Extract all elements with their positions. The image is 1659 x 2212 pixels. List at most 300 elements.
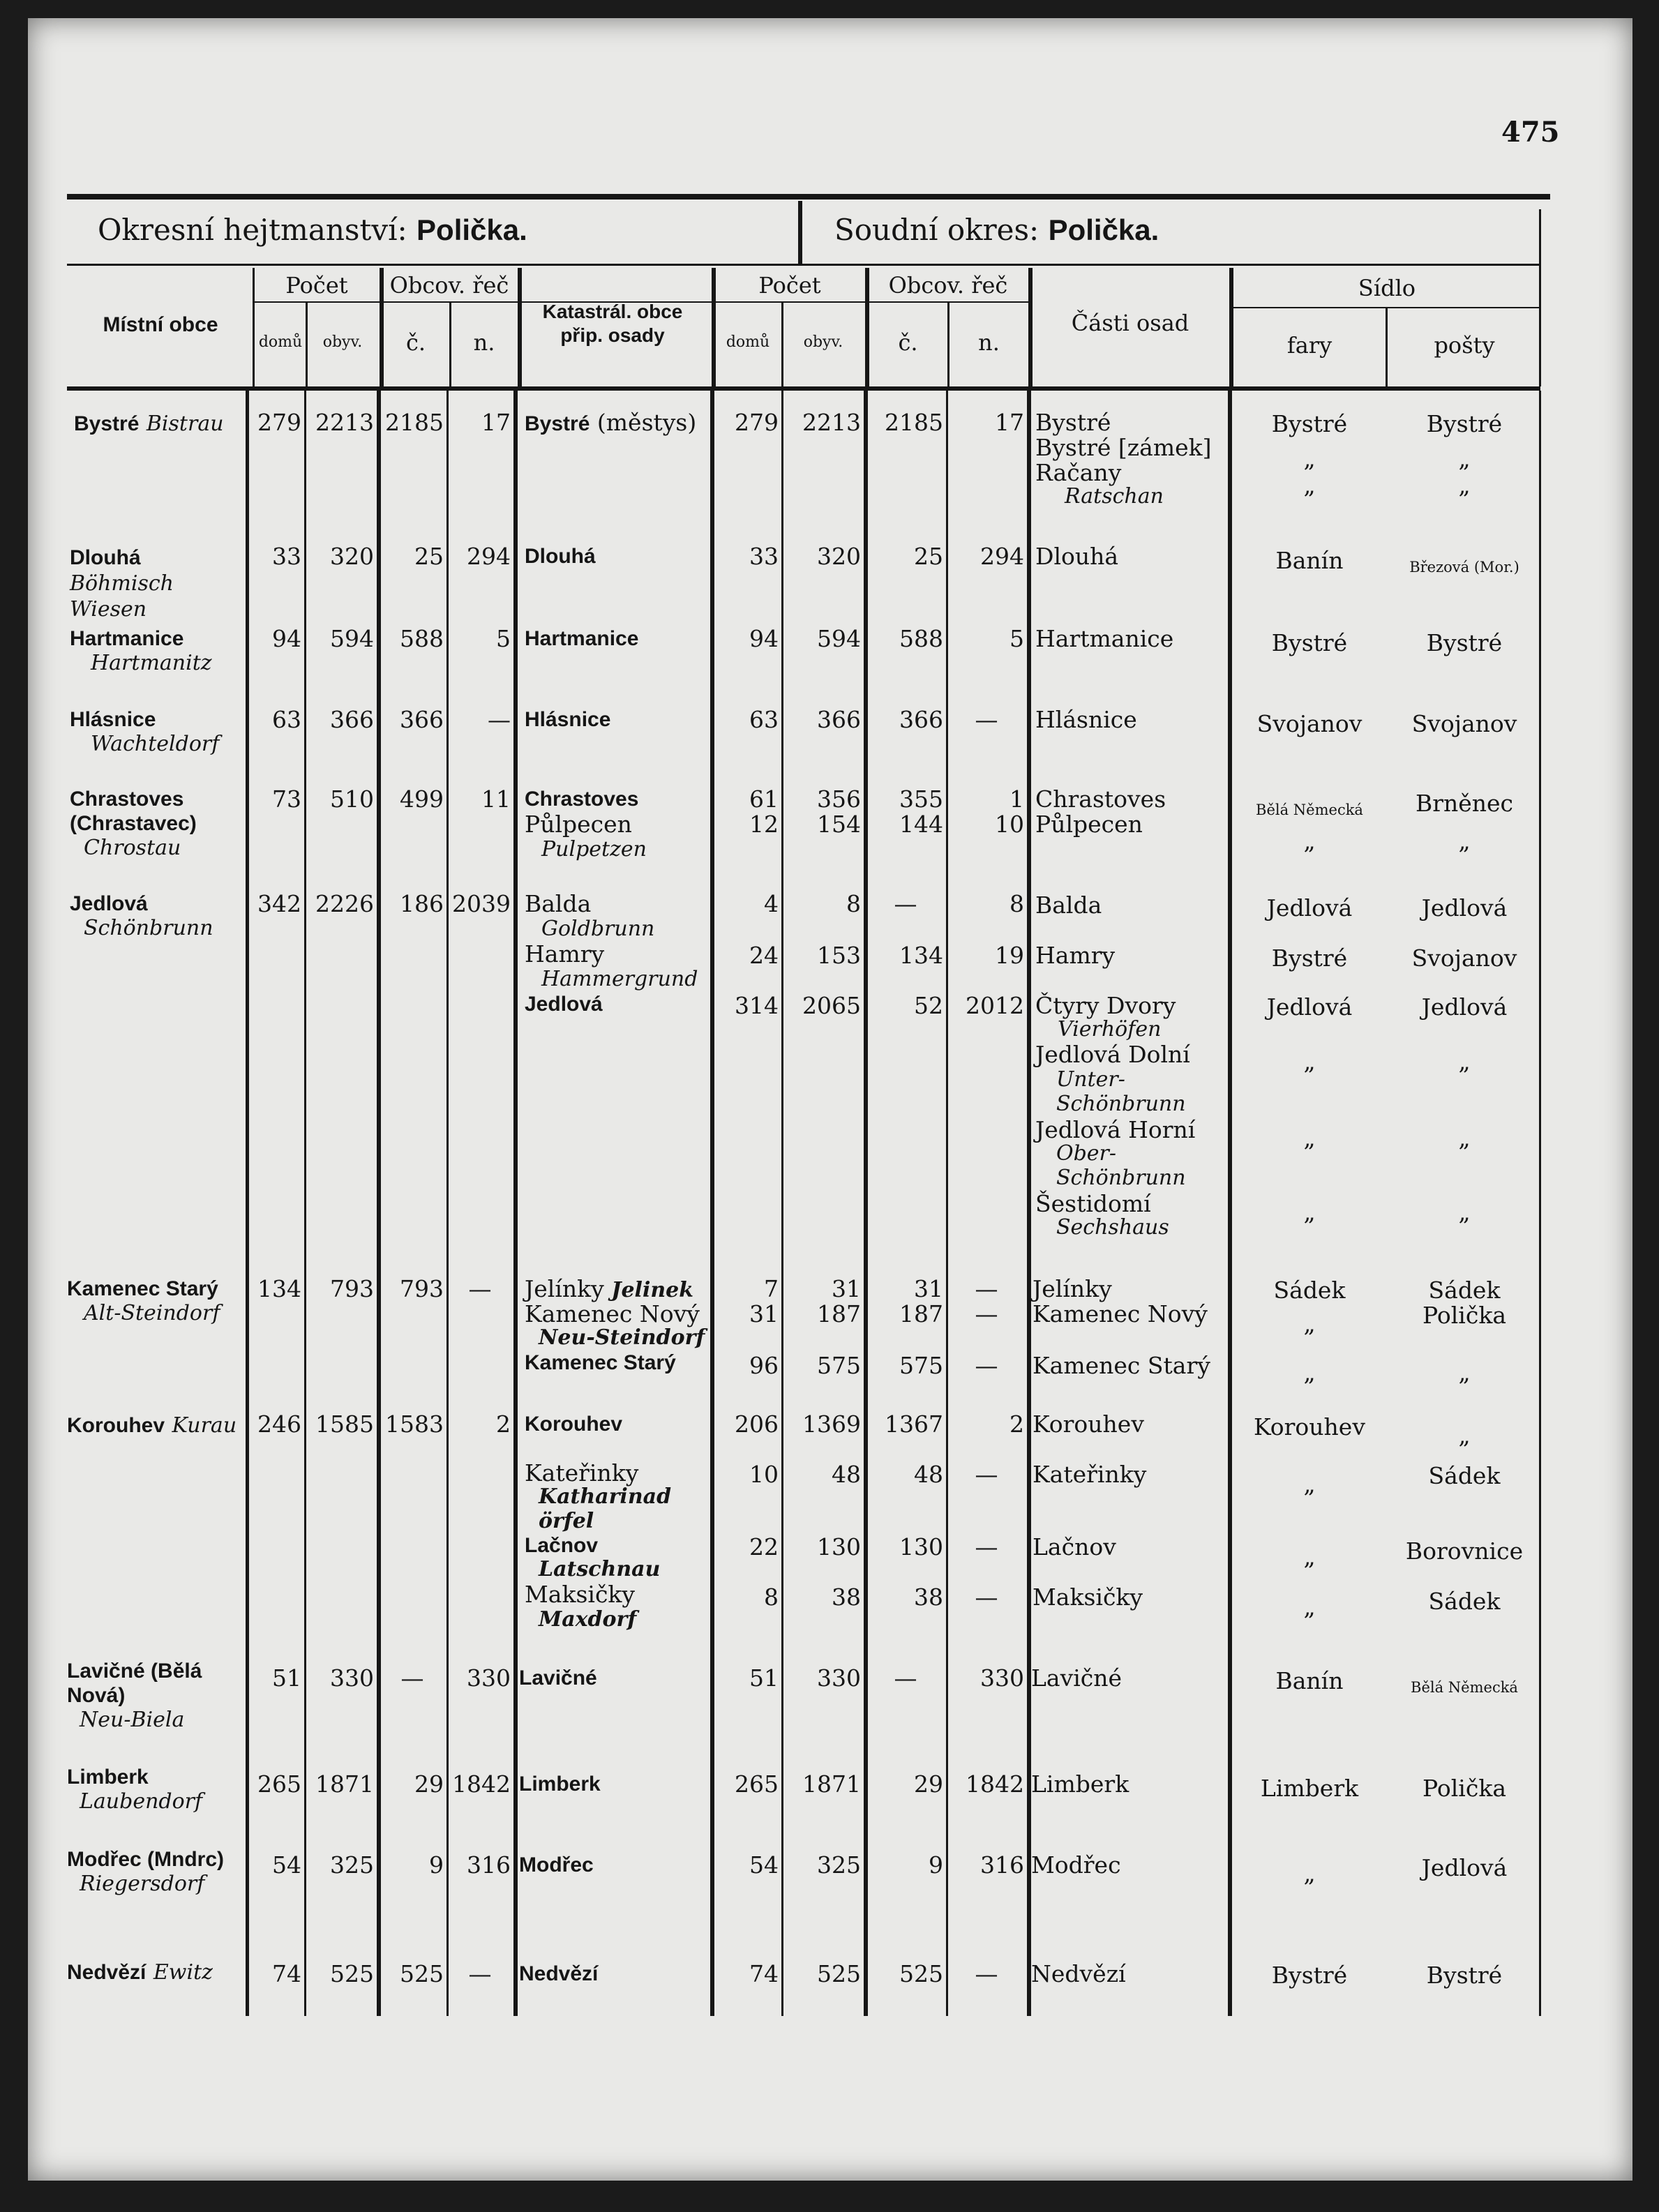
katastr-name: Hartmanice	[525, 627, 639, 650]
katastr-name: Modřec	[519, 1853, 594, 1876]
obec-name: Dlouhá	[70, 546, 141, 569]
k-rec-c: 130	[899, 1533, 943, 1560]
k-domu: 94	[749, 625, 779, 652]
col-obec: Místní obce	[103, 313, 218, 336]
rec-n: 1842	[452, 1770, 511, 1798]
posta: Jedlová	[1421, 993, 1508, 1021]
fara: „	[1303, 1310, 1316, 1337]
table-row	[70, 544, 244, 622]
katastr-name: Dlouhá	[525, 545, 596, 568]
k-obyv: 48	[832, 1461, 861, 1488]
part-name: Jedlová Horní	[1035, 1116, 1196, 1143]
header-divider	[798, 201, 802, 264]
katastr-name	[525, 1277, 693, 1302]
obyv: 793	[330, 1275, 374, 1302]
col-n-2: n.	[978, 329, 1000, 356]
hdr-vline	[449, 303, 451, 386]
domu: 51	[272, 1664, 301, 1692]
fara: Bystré	[1271, 1962, 1348, 1989]
part-name: Korouhev	[1033, 1410, 1144, 1438]
k-domu: 279	[735, 409, 779, 436]
court-name: Polička.	[1048, 213, 1159, 246]
part-name: Modřec	[1031, 1851, 1121, 1879]
table-row	[67, 1765, 202, 1814]
fara: „	[1303, 1593, 1316, 1620]
katastr-label: Bystré	[525, 412, 590, 435]
k-obyv: 325	[817, 1851, 861, 1879]
k-domu: 4	[764, 890, 779, 917]
obec-name: Chrastoves (Chrastavec)	[70, 788, 197, 835]
table-row	[70, 891, 213, 940]
katastr-name: Hlásnice	[525, 708, 611, 731]
part-name-de: Ratschan	[1065, 484, 1164, 509]
fara: Bystré	[1271, 945, 1348, 972]
obec-name: Hartmanice	[70, 627, 184, 650]
col-n-1: n.	[473, 329, 495, 356]
posta: Březová (Mor.)	[1409, 559, 1519, 575]
posta: Borovnice	[1405, 1537, 1524, 1565]
obyv: 330	[330, 1664, 374, 1692]
col-domu-1: domů	[258, 333, 303, 351]
part-name: Půlpecen	[1035, 811, 1143, 838]
k-rec-c: 187	[899, 1300, 943, 1327]
header-rule	[67, 264, 1540, 266]
fara: „	[1303, 1470, 1316, 1498]
katastr-name-de: Neu-Steindorf	[539, 1325, 705, 1350]
rec-c: 525	[400, 1960, 444, 1987]
k-obyv: 154	[817, 811, 861, 838]
k-domu: 7	[764, 1275, 779, 1302]
col-domu-2: domů	[726, 333, 770, 351]
katastr-name: Kateřinky	[525, 1459, 639, 1487]
katastr-name-de: Jelinek	[611, 1278, 694, 1302]
fara: Jedlová	[1266, 894, 1353, 921]
part-name: Nedvězí	[1031, 1960, 1126, 1987]
rec-c: 499	[400, 785, 444, 813]
hdr-vline	[712, 268, 716, 386]
table-row	[70, 787, 237, 860]
obec-name: Nedvězí	[67, 1961, 147, 1984]
posta: Jedlová	[1421, 1854, 1508, 1881]
obec-name: Jedlová	[70, 892, 148, 915]
part-name: Kateřinky	[1033, 1461, 1147, 1488]
obec-name-de: Hartmanitz	[91, 651, 212, 675]
obec-name-de: Riegersdorf	[80, 1872, 205, 1896]
obec-name: Korouhev	[67, 1414, 165, 1437]
k-domu: 8	[764, 1583, 779, 1611]
rec-c: 9	[429, 1851, 444, 1879]
hdr-vline	[781, 303, 783, 386]
katastr-label: Jelínky	[525, 1275, 604, 1302]
rec-n: —	[468, 1275, 492, 1302]
hdr-vline	[1386, 308, 1388, 386]
body-vline	[781, 391, 783, 2016]
obyv: 2213	[315, 409, 374, 436]
k-rec-n: 19	[995, 942, 1024, 969]
k-rec-c: 355	[899, 785, 943, 813]
katastr-name-de: Goldbrunn	[541, 917, 655, 941]
page-number: 475	[1501, 116, 1560, 149]
fara: Bystré	[1271, 410, 1348, 437]
col-katastr: Katastrál. obce přip. osady	[542, 301, 683, 346]
katastr-name: Balda	[525, 890, 592, 917]
k-domu: 206	[735, 1410, 779, 1438]
obec-name-de: Neu-Biela	[80, 1708, 185, 1732]
obec-name-de: Laubendorf	[80, 1789, 203, 1814]
part-name: Račany	[1035, 459, 1122, 486]
k-rec-n: 8	[1009, 890, 1024, 917]
part-name-de: Ober-Schönbrunn	[1056, 1141, 1186, 1190]
fara: Svojanov	[1256, 710, 1363, 737]
posta: Bělá Německá	[1411, 1679, 1518, 1696]
obec-name-de: Schönbrunn	[84, 916, 213, 940]
hdr-vline	[1229, 268, 1233, 386]
k-domu: 54	[749, 1851, 779, 1879]
k-rec-c: 48	[914, 1461, 943, 1488]
fara: Banín	[1275, 1667, 1344, 1694]
fara: „	[1303, 1359, 1316, 1386]
rec-c: 1583	[385, 1410, 444, 1438]
katastr-name: Limberk	[519, 1773, 601, 1796]
k-rec-n: 330	[980, 1664, 1024, 1692]
k-rec-n: 316	[980, 1851, 1024, 1879]
obec-name: Modřec (Mndrc)	[67, 1848, 224, 1871]
fara: „	[1303, 827, 1316, 855]
posta: „	[1458, 1048, 1471, 1075]
k-domu: 51	[749, 1664, 779, 1692]
table-row	[74, 410, 224, 436]
k-obyv: 525	[817, 1960, 861, 1987]
k-obyv: 575	[817, 1352, 861, 1379]
obec-name-de: Wachteldorf	[91, 732, 220, 756]
k-domu: 12	[749, 811, 779, 838]
obyv: 320	[330, 543, 374, 570]
body-vline	[246, 391, 249, 2016]
part-name: Hlásnice	[1035, 706, 1137, 733]
obec-name: Kamenec Starý	[67, 1277, 218, 1300]
domu: 54	[272, 1851, 301, 1879]
part-name: Hamry	[1035, 942, 1116, 969]
k-obyv: 2065	[802, 992, 861, 1019]
posta: Polička	[1422, 1775, 1506, 1802]
rec-c: 186	[400, 890, 444, 917]
col-c-2: č.	[898, 329, 918, 356]
hdr-vline	[947, 303, 949, 386]
k-rec-c: 366	[899, 706, 943, 733]
district-label: Okresní hejtmanství:	[98, 213, 407, 247]
k-rec-n: —	[975, 1275, 998, 1302]
posta: Sádek	[1428, 1462, 1501, 1489]
domu: 265	[257, 1770, 301, 1798]
katastr-note: (městys)	[596, 409, 697, 436]
k-obyv: 31	[832, 1275, 861, 1302]
posta: „	[1458, 1124, 1471, 1152]
obec-name-de: Alt-Steindorf	[84, 1301, 220, 1325]
col-sidlo: Sídlo	[1358, 275, 1416, 301]
fara: Bystré	[1271, 629, 1348, 656]
fara: „	[1303, 1048, 1316, 1075]
rec-n: 316	[467, 1851, 511, 1879]
posta: Polička	[1422, 1302, 1506, 1329]
rec-n: 294	[467, 543, 511, 570]
part-name: Hartmanice	[1035, 625, 1174, 652]
table-row	[70, 707, 219, 756]
katastr-name-de: Katharinadörfel	[539, 1484, 672, 1533]
k-rec-c: 9	[929, 1851, 943, 1879]
domu: 279	[257, 409, 301, 436]
k-obyv: 330	[817, 1664, 861, 1692]
k-rec-c: 29	[914, 1770, 943, 1798]
k-obyv: 187	[817, 1300, 861, 1327]
table-row	[70, 626, 212, 675]
district-name: Polička.	[416, 213, 527, 246]
fara: Korouhev	[1254, 1413, 1365, 1440]
fara: Bělá Německá	[1256, 802, 1363, 818]
domu: 134	[257, 1275, 301, 1302]
part-name: Jedlová Dolní	[1035, 1041, 1190, 1068]
domu: 63	[272, 706, 301, 733]
part-name: Čtyry Dvory	[1035, 992, 1176, 1019]
katastr-name: Půlpecen	[525, 811, 632, 838]
katastr-name: Nedvězí	[519, 1962, 599, 1985]
k-rec-n: —	[975, 1533, 998, 1560]
k-rec-n: 1842	[966, 1770, 1024, 1798]
fara: „	[1303, 1124, 1316, 1152]
domu: 33	[272, 543, 301, 570]
posta: „	[1458, 445, 1471, 472]
hdr-vline	[1539, 209, 1541, 386]
fara: Sádek	[1273, 1277, 1346, 1304]
k-obyv: 2213	[802, 409, 861, 436]
rec-n: —	[488, 706, 511, 733]
rec-c: 25	[414, 543, 444, 570]
part-name: Jelínky	[1033, 1275, 1112, 1302]
col-casti: Části osad	[1071, 310, 1189, 336]
posta: Bystré	[1426, 1962, 1503, 1989]
fara: Limberk	[1260, 1775, 1359, 1802]
k-rec-n: 1	[1009, 785, 1024, 813]
k-rec-n: 10	[995, 811, 1024, 838]
k-rec-n: 2	[1009, 1410, 1024, 1438]
posta: Jedlová	[1421, 894, 1508, 921]
rec-n: 17	[481, 409, 511, 436]
part-name: Lavičné	[1031, 1664, 1123, 1692]
katastr-name: Korouhev	[525, 1413, 623, 1436]
part-name: Šestidomí	[1035, 1190, 1151, 1217]
posta: Brněnec	[1415, 790, 1514, 817]
fara: „	[1303, 472, 1316, 499]
hdr-vline	[1028, 268, 1033, 386]
k-rec-n: 2012	[966, 992, 1024, 1019]
part-name: Maksičky	[1033, 1583, 1143, 1611]
col-c-1: č.	[405, 329, 426, 356]
rec-n: 330	[467, 1664, 511, 1692]
col-obyv-1: obyv.	[322, 333, 363, 351]
obyv: 594	[330, 625, 374, 652]
fara: Banín	[1275, 547, 1344, 574]
posta: Svojanov	[1411, 945, 1517, 972]
k-rec-c: 1367	[885, 1410, 943, 1438]
k-rec-c: 25	[914, 543, 943, 570]
obec-name: Lavičné (Bělá Nová)	[67, 1660, 202, 1707]
k-obyv: 130	[817, 1533, 861, 1560]
k-obyv: 594	[817, 625, 861, 652]
posta: „	[1458, 827, 1471, 855]
k-rec-c: 52	[914, 992, 943, 1019]
posta: Bystré	[1426, 629, 1503, 656]
rec-c: 29	[414, 1770, 444, 1798]
k-rec-n: —	[975, 1461, 998, 1488]
court-header	[834, 213, 1159, 247]
fara: „	[1303, 1198, 1316, 1226]
k-rec-n: 5	[1009, 625, 1024, 652]
col-obcov-2: Obcov. řeč	[888, 272, 1008, 299]
body-vline	[446, 391, 449, 2016]
katastr-name-de: Pulpetzen	[541, 837, 647, 862]
k-domu: 22	[749, 1533, 779, 1560]
fara: „	[1303, 445, 1316, 472]
obyv: 1585	[315, 1410, 374, 1438]
obec-name-de: Chrostau	[84, 836, 181, 860]
k-rec-n: 17	[995, 409, 1024, 436]
col-obcov-1: Obcov. řeč	[389, 272, 509, 299]
part-name: Chrastoves	[1035, 785, 1166, 813]
court-label: Soudní okres:	[834, 213, 1039, 247]
katastr-name: Lačnov	[525, 1534, 599, 1557]
katastr-name: Jedlová	[525, 993, 603, 1016]
k-rec-n: —	[975, 706, 998, 733]
k-domu: 74	[749, 1960, 779, 1987]
k-obyv: 356	[817, 785, 861, 813]
obyv: 366	[330, 706, 374, 733]
rec-c: 588	[400, 625, 444, 652]
obec-name: Limberk	[67, 1766, 149, 1789]
part-name: Balda	[1035, 891, 1102, 919]
posta: Sádek	[1428, 1277, 1501, 1304]
body-vline	[304, 391, 306, 2016]
district-header	[98, 213, 527, 247]
col-pocet-2: Počet	[758, 272, 821, 299]
katastr-name-de: Maxdorf	[539, 1607, 637, 1632]
part-name: Bystré [zámek]	[1035, 434, 1212, 461]
posta: Svojanov	[1411, 710, 1517, 737]
k-domu: 24	[749, 942, 779, 969]
domu: 74	[272, 1960, 301, 1987]
obec-name-de: Bistrau	[146, 412, 224, 436]
k-rec-c: 144	[899, 811, 943, 838]
k-obyv: 153	[817, 942, 861, 969]
k-rec-c: 134	[899, 942, 943, 969]
k-rec-c: 588	[899, 625, 943, 652]
posta: „	[1458, 1198, 1471, 1226]
k-domu: 96	[749, 1352, 779, 1379]
domu: 246	[257, 1410, 301, 1438]
table-row	[67, 1959, 213, 1985]
katastr-name: Hamry	[525, 940, 605, 968]
k-domu: 265	[735, 1770, 779, 1798]
k-rec-c: 38	[914, 1583, 943, 1611]
part-name: Bystré	[1035, 409, 1111, 436]
katastr-name: Kamenec Starý	[525, 1351, 676, 1374]
part-name-de: Sechshaus	[1056, 1215, 1169, 1240]
columns-bottom-rule	[67, 386, 1540, 391]
k-rec-n: —	[975, 1960, 998, 1987]
table-row	[67, 1277, 220, 1325]
obyv: 2226	[315, 890, 374, 917]
katastr-name-de: Latschnau	[539, 1557, 661, 1581]
k-rec-c: 2185	[885, 409, 943, 436]
posta: Sádek	[1428, 1588, 1501, 1615]
table-row	[67, 1412, 237, 1438]
obyv: 325	[330, 1851, 374, 1879]
k-rec-c: 525	[899, 1960, 943, 1987]
rec-n: 5	[496, 625, 511, 652]
part-name: Lačnov	[1033, 1533, 1116, 1560]
k-obyv: 366	[817, 706, 861, 733]
k-obyv: 1871	[802, 1770, 861, 1798]
rec-n: 2	[496, 1410, 511, 1438]
k-rec-c: —	[894, 890, 917, 917]
part-name-de: Vierhöfen	[1058, 1017, 1162, 1041]
katastr-name: Kamenec Nový	[525, 1300, 700, 1327]
obyv: 510	[330, 785, 374, 813]
k-domu: 31	[749, 1300, 779, 1327]
obec-name-de: Kurau	[172, 1413, 237, 1438]
body-vline	[1228, 391, 1232, 2016]
hdr-vline	[865, 268, 869, 386]
k-domu: 314	[735, 992, 779, 1019]
k-rec-n: —	[975, 1300, 998, 1327]
k-rec-c: 31	[914, 1275, 943, 1302]
obyv: 525	[330, 1960, 374, 1987]
domu: 342	[257, 890, 301, 917]
k-obyv: 8	[846, 890, 861, 917]
rec-n: —	[468, 1960, 492, 1987]
katastr-name: Maksičky	[525, 1581, 636, 1608]
obec-name: Hlásnice	[70, 708, 156, 731]
rec-c: 793	[400, 1275, 444, 1302]
obyv: 1871	[315, 1770, 374, 1798]
k-domu: 10	[749, 1461, 779, 1488]
k-rec-c: —	[894, 1664, 917, 1692]
rec-n: 2039	[452, 890, 511, 917]
fara: „	[1303, 1543, 1316, 1570]
katastr-name: Lavičné	[519, 1666, 597, 1690]
katastr-name-de: Hammergrund	[541, 967, 698, 991]
hdr-vline	[518, 268, 522, 386]
col-obyv-2: obyv.	[803, 333, 843, 351]
hdr-vline	[253, 268, 255, 386]
k-rec-n: 294	[980, 543, 1024, 570]
col-pocet-1: Počet	[285, 272, 348, 299]
body-vline	[946, 391, 948, 2016]
fara: „	[1303, 1860, 1316, 1887]
hdr-vline	[380, 268, 384, 386]
part-name: Kamenec Starý	[1033, 1352, 1210, 1379]
k-obyv: 38	[832, 1583, 861, 1611]
table-row	[67, 1659, 220, 1732]
posta: „	[1458, 1359, 1471, 1386]
table-row	[67, 1847, 224, 1896]
obec-name-de: Ewitz	[153, 1960, 213, 1985]
k-domu: 63	[749, 706, 779, 733]
part-name: Dlouhá	[1035, 543, 1119, 570]
katastr-name	[525, 410, 696, 436]
k-obyv: 320	[817, 543, 861, 570]
rec-c: —	[400, 1664, 424, 1692]
rec-c: 2185	[385, 409, 444, 436]
top-rule	[67, 194, 1550, 200]
